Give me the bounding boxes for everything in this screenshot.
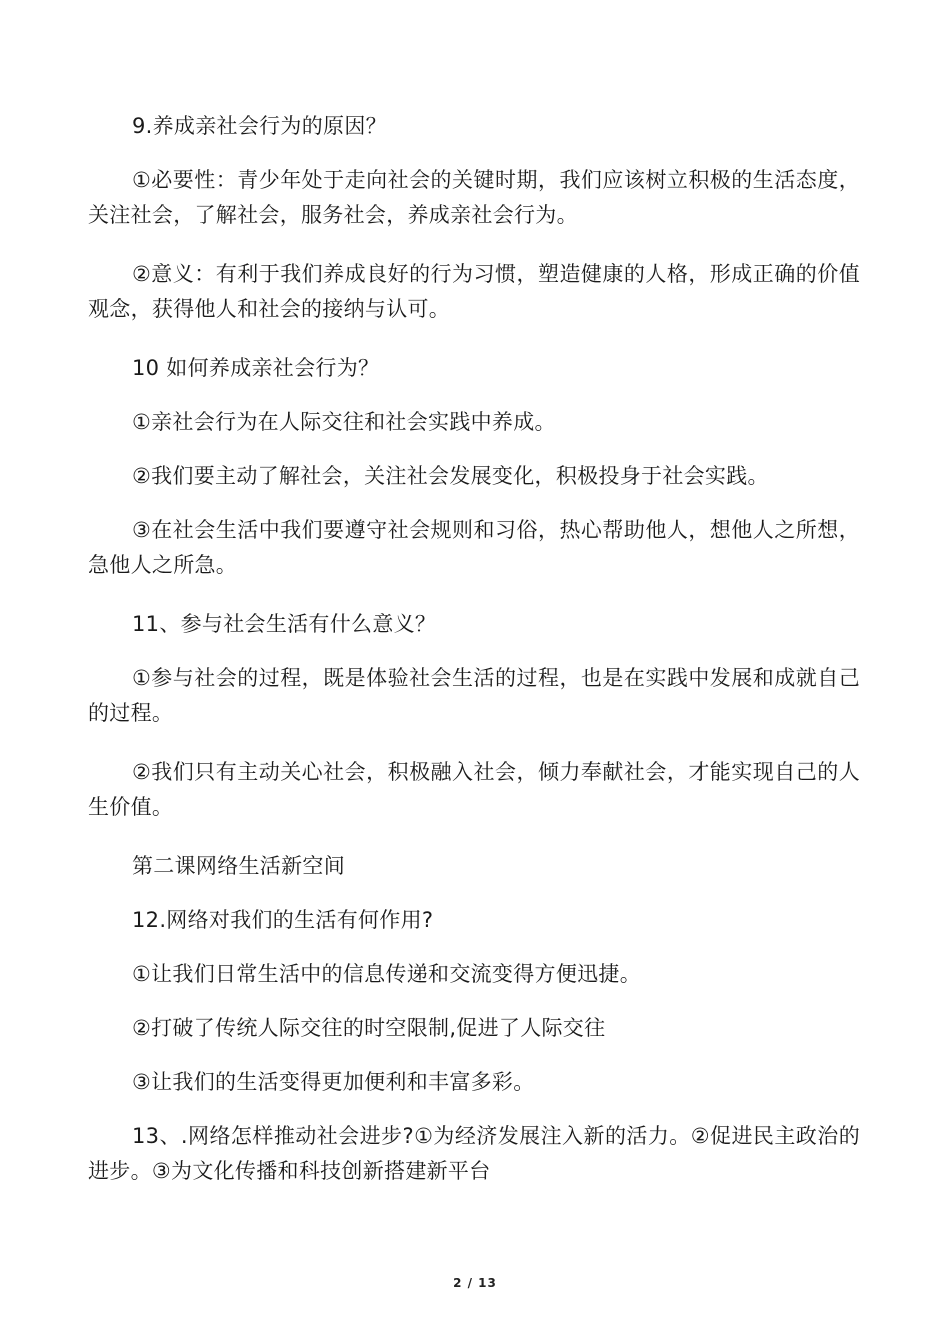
answer-paragraph: ①参与社会的过程，既是体验社会生活的过程，也是在实践中发展和成就自己的过程。	[88, 666, 860, 725]
answer-paragraph: ③在社会生活中我们要遵守社会规则和习俗，热心帮助他人，想他人之所想，急他人之所急。	[88, 518, 860, 577]
lesson-heading: 第二课网络生活新空间	[132, 854, 345, 878]
document-body	[88, 109, 860, 1213]
question-heading: 9.养成亲社会行为的原因？	[132, 114, 387, 138]
answer-paragraph: ③让我们的生活变得更加便利和丰富多彩。	[132, 1070, 535, 1094]
question-heading: 12.网络对我们的生活有何作用?	[132, 908, 434, 932]
answer-paragraph: ①让我们日常生活中的信息传递和交流变得方便迅捷。	[132, 962, 642, 986]
answer-paragraph: ①必要性：青少年处于走向社会的关键时期，我们应该树立积极的生活态度，关注社会，了解社会，服务社会，养成亲社会行为。	[88, 168, 860, 227]
answer-paragraph: ①亲社会行为在人际交往和社会实践中养成。	[132, 410, 556, 434]
answer-paragraph: ②打破了传统人际交往的时空限制,促进了人际交往	[132, 1016, 606, 1040]
question-heading: 11、参与社会生活有什么意义？	[132, 612, 437, 636]
answer-paragraph: ②我们只有主动关心社会，积极融入社会，倾力奉献社会，才能实现自己的人生价值。	[88, 760, 860, 819]
question-heading: 10 如何养成亲社会行为？	[132, 356, 380, 380]
page-number: 2 / 13	[453, 1276, 497, 1290]
answer-paragraph: ②意义：有利于我们养成良好的行为习惯，塑造健康的人格，形成正确的价值观念，获得他人和社会的接纳与认可。	[88, 262, 860, 321]
question-with-answer: 13、.网络怎样推动社会进步?①为经济发展注入新的活力。②促进民主政治的进步。③为文化传播和科技创新搭建新平台	[88, 1124, 860, 1183]
answer-paragraph: ②我们要主动了解社会，关注社会发展变化，积极投身于社会实践。	[132, 464, 769, 488]
